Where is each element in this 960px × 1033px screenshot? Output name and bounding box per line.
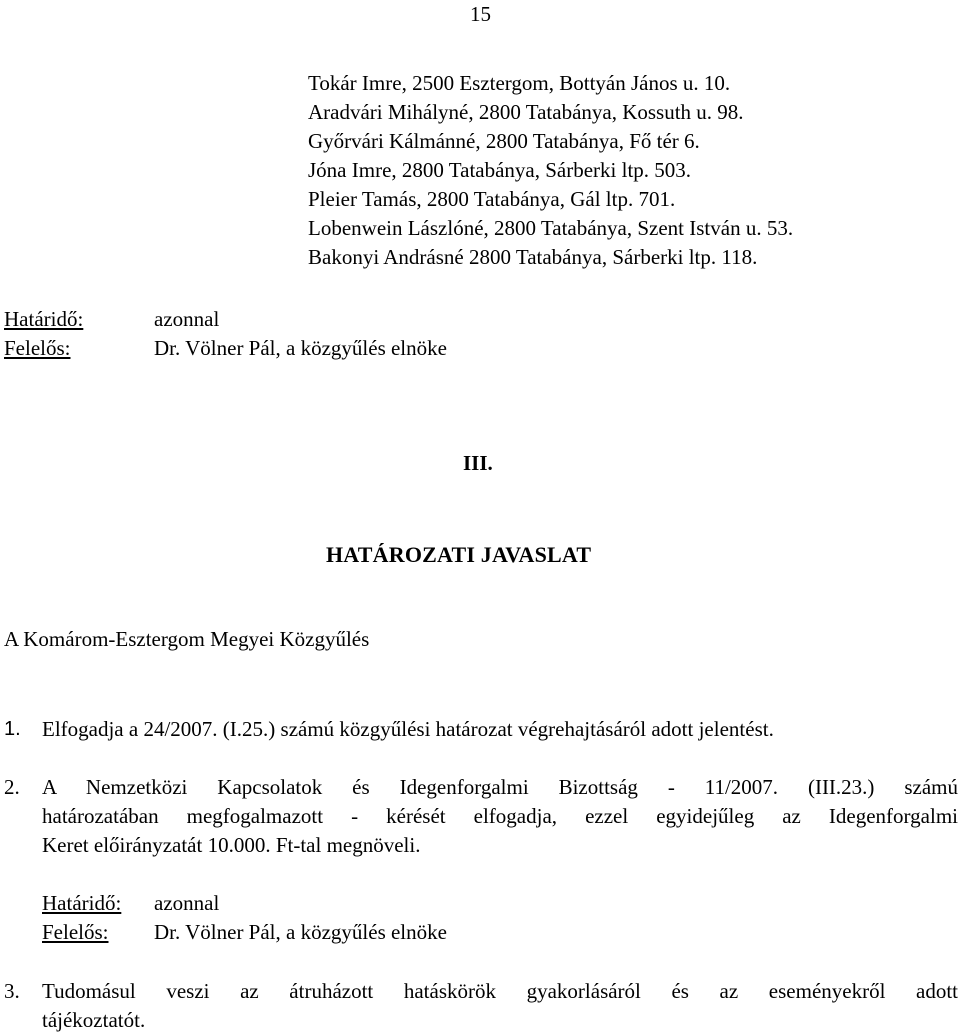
responsible-label: Felelős:: [4, 336, 71, 360]
item-1-text: Elfogadja a 24/2007. (I.25.) számú közgyűlési határozat végrehajtásáról adott jelentést.: [42, 717, 774, 741]
item-2-line-3: Keret előirányzatát 10.000. Ft-tal megnöveli.: [42, 833, 421, 857]
deadline-value: azonnal: [154, 307, 220, 331]
item-1-number: 1.: [4, 718, 21, 740]
address-line: Tokár Imre, 2500 Esztergom, Bottyán János u. 10.: [308, 71, 731, 95]
deadline-label: Határidő:: [4, 307, 84, 331]
item-2-line-2: határozatában megfogalmazott - kérését elfogadja, ezzel egyidejűleg az Idegenforgalmi: [42, 804, 958, 828]
responsible-value: Dr. Völner Pál, a közgyűlés elnöke: [154, 336, 447, 360]
page-number: 15: [470, 2, 491, 26]
section-number: III.: [463, 451, 493, 475]
address-line: Jóna Imre, 2800 Tatabánya, Sárberki ltp. 503.: [308, 158, 692, 182]
item-3-number: 3.: [4, 979, 20, 1003]
address-line: Pleier Tamás, 2800 Tatabánya, Gál ltp. 701.: [308, 187, 676, 211]
responsible-value: Dr. Völner Pál, a közgyűlés elnöke: [154, 920, 447, 944]
responsible-label: Felelős:: [42, 920, 109, 944]
address-line: Bakonyi Andrásné 2800 Tatabánya, Sárberki ltp. 118.: [308, 245, 758, 269]
address-line: Aradvári Mihályné, 2800 Tatabánya, Kossuth u. 98.: [308, 100, 744, 124]
address-line: Győrvári Kálmánné, 2800 Tatabánya, Fő tér 6.: [308, 129, 700, 153]
item-2-line-1: A Nemzetközi Kapcsolatok és Idegenforgalmi Bizottság - 11/2007. (III.23.) számú: [42, 775, 958, 799]
item-3-line-2: tájékoztatót.: [42, 1008, 146, 1032]
address-line: Lobenwein Lászlóné, 2800 Tatabánya, Szent István u. 53.: [308, 216, 794, 240]
section-title: HATÁROZATI JAVASLAT: [326, 542, 592, 567]
deadline-label: Határidő:: [42, 891, 122, 915]
assembly-name: A Komárom-Esztergom Megyei Közgyűlés: [4, 627, 370, 651]
item-2-number: 2.: [4, 775, 20, 799]
deadline-value: azonnal: [154, 891, 220, 915]
item-3-line-1: Tudomásul veszi az átruházott hatáskörök gyakorlásáról és az eseményekről adott: [42, 979, 958, 1003]
